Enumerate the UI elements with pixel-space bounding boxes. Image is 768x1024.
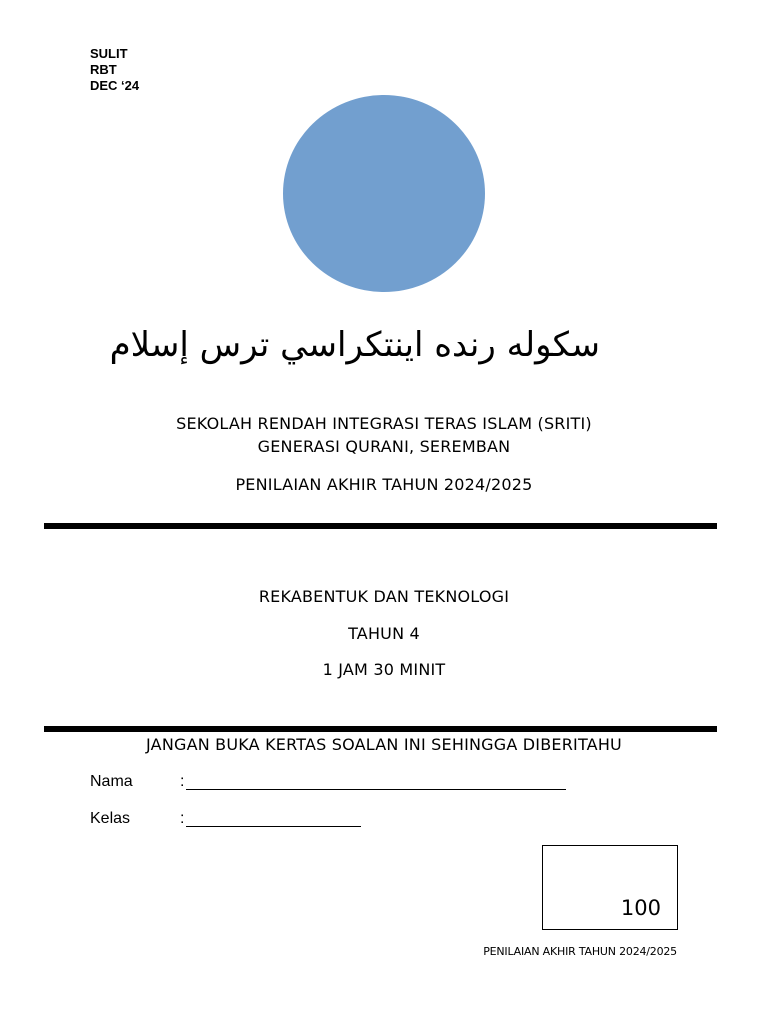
subject-title: REKABENTUK DAN TEKNOLOGI [258, 587, 510, 606]
exam-date: DEC ‘24 [90, 78, 140, 93]
school-logo [283, 95, 485, 292]
name-colon: : [180, 773, 185, 790]
score-box [542, 845, 678, 930]
exam-duration: 1 JAM 30 MINIT [322, 660, 446, 679]
footer-text: PENILAIAN AKHIR TAHUN 2024/2025 [483, 945, 677, 958]
divider-top [44, 523, 717, 529]
instruction-text: JANGAN BUKA KERTAS SOALAN INI SEHINGGA DIBERITAHU [146, 735, 622, 754]
header-codes [90, 46, 139, 94]
name-blank-line [186, 789, 566, 790]
school-subtitle: GENERASI QURANI, SEREMBAN [257, 437, 511, 456]
subject-code: RBT [90, 62, 117, 77]
exam-title: PENILAIAN AKHIR TAHUN 2024/2025 [235, 475, 533, 494]
divider-bottom [44, 726, 717, 732]
class-label: Kelas [90, 810, 131, 827]
school-name-jawi: سكوله رنده اينتكراسي ترس إسلام [109, 325, 600, 365]
class-colon: : [180, 810, 185, 827]
total-marks: 100 [620, 896, 661, 920]
class-blank-line [186, 826, 361, 827]
school-name: SEKOLAH RENDAH INTEGRASI TERAS ISLAM (SRITI) [176, 414, 592, 433]
year-level: TAHUN 4 [348, 624, 420, 643]
name-label: Nama [90, 773, 133, 790]
classification-label: SULIT [90, 46, 128, 61]
